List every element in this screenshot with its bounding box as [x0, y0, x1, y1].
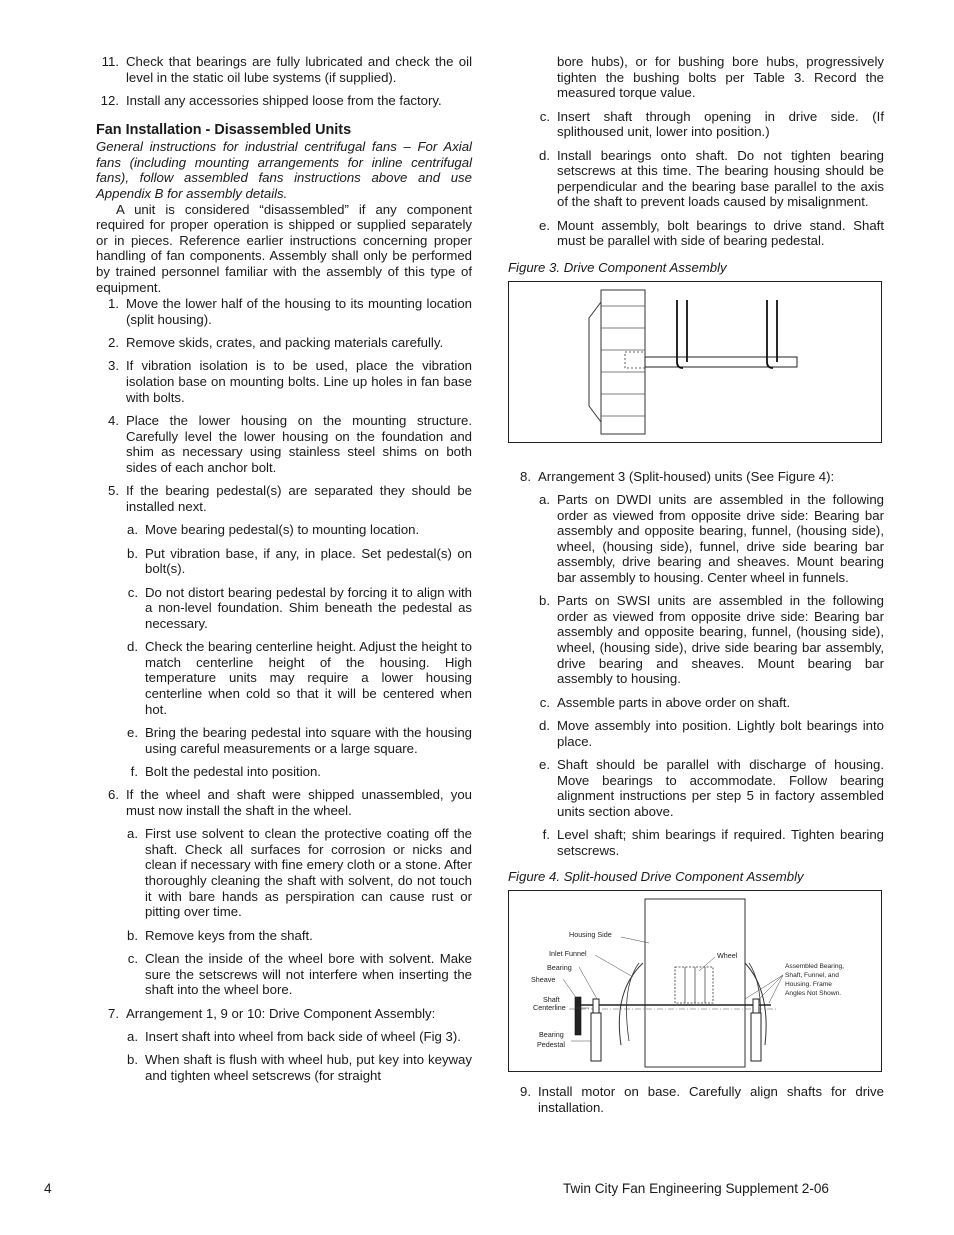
item-text: Remove skids, crates, and packing materials carefully.	[126, 335, 444, 351]
list-item	[96, 787, 472, 818]
list-item	[96, 54, 472, 85]
item-number: f.	[130, 763, 138, 779]
italic-note: General instructions for industrial centrifugal fans – For Axial fans (including mounting arrangements for inline centrifugal fans), follow assembled fans instructions above and use Appendix B for assembly details.	[96, 139, 472, 201]
item-number: 4.	[108, 413, 119, 429]
item-text: Arrangement 1, 9 or 10: Drive Component Assembly:	[126, 1005, 436, 1021]
bearing-right	[753, 999, 759, 1013]
item-text: If the wheel and shaft were shipped unassembled, you must now install the shaft in the wheel.	[126, 787, 472, 818]
item-text: Place the lower housing on the mounting structure. Carefully level the lower housing on the foundation and shim as necessary using stainless steel shims on both sides of each anchor bolt.	[126, 413, 472, 475]
item-text: Arrangement 3 (Split-housed) units (See Figure 4):	[538, 468, 835, 484]
publication-footer: Twin City Fan Engineering Supplement 2-06	[563, 1181, 829, 1196]
item-number: c.	[127, 584, 138, 600]
item-number: b.	[127, 1052, 138, 1068]
item-number: 5.	[108, 483, 119, 499]
item-number: b.	[539, 593, 550, 609]
item-number: b.	[127, 545, 138, 561]
wheel-outline	[589, 290, 645, 434]
item-text: Level shaft; shim bearings if required. Tighten bearing setscrews.	[557, 827, 884, 858]
item-number: 7.	[108, 1005, 119, 1021]
sub-list-item	[508, 593, 884, 687]
list-item	[96, 483, 472, 514]
sub-list-item	[96, 725, 472, 756]
left-column	[96, 54, 472, 1091]
sub-list-item	[508, 218, 884, 249]
bearing-pedestal-right	[751, 1013, 761, 1061]
sub-list-item	[508, 827, 884, 858]
figure-3-drive-component-assembly	[508, 281, 882, 443]
item-text: Install any accessories shipped loose from the factory.	[126, 92, 442, 108]
item-number: e.	[539, 757, 550, 772]
sub-list-item	[96, 928, 472, 944]
item-number: 2.	[108, 335, 119, 351]
label-wheel: Wheel	[717, 950, 738, 960]
sub-list-item	[96, 546, 472, 577]
list-item	[96, 413, 472, 475]
label-note-1: Assembled Bearing,	[785, 962, 845, 970]
label-note-4: Angles Not Shown.	[785, 989, 842, 997]
item-number: a.	[539, 491, 550, 507]
item-number: e.	[127, 724, 138, 740]
sub-list-item	[96, 522, 472, 538]
item-text: Mount assembly, bolt bearings to drive stand. Shaft must be parallel with side of bearing pedestal.	[557, 217, 884, 249]
figure-3-drawing	[509, 282, 881, 442]
item-number: a.	[127, 522, 138, 538]
item-text: Insert shaft through opening in drive side. (If splithoused unit, lower into position.)	[557, 108, 884, 140]
item-text: Assemble parts in above order on shaft.	[557, 694, 791, 710]
list-item	[96, 93, 472, 109]
section-heading: Fan Installation - Disassembled Units	[96, 121, 352, 138]
item-text: When shaft is flush with wheel hub, put key into keyway and tighten wheel setscrews (for straight	[145, 1052, 472, 1083]
label-inlet-funnel: Inlet Funnel	[549, 948, 587, 958]
sub-list-item	[508, 718, 884, 749]
item-number-spacer	[508, 54, 557, 101]
item-text: Bring the bearing pedestal into square with the housing using careful measurements or a large square.	[145, 724, 472, 756]
label-shaft: Shaft	[543, 994, 560, 1004]
figure-3-caption: Figure 3. Drive Component Assembly	[508, 259, 727, 275]
label-note-2: Shaft, Funnel, and	[785, 971, 839, 979]
sub-list-item	[96, 826, 472, 920]
sub-list-item	[508, 492, 884, 586]
item-number: 1.	[108, 296, 119, 312]
inlet-funnel-left	[619, 963, 643, 1045]
item-text: If vibration isolation is to be used, place the vibration isolation base on mounting bolts. Line up holes in fan base with bolts.	[126, 358, 472, 405]
item-text: Shaft should be parallel with discharge of housing. Move bearings to accommodate. Follow bearing alignment instructions per step 5 in factory assembled units section above.	[557, 757, 884, 819]
item-text: First use solvent to clean the protective coating off the shaft. Check all surfaces for corrosion or nicks and clean if necessary with fine emery cloth or a stone. After thoroughly cleaning the shaft with solvent, do not touch it with bare hands as perspiration can cause rust or pitting over time.	[145, 826, 472, 920]
item-number: 9.	[520, 1083, 531, 1099]
item-number: 11.	[101, 54, 119, 69]
item-number: e.	[539, 217, 550, 233]
item-text: Do not distort bearing pedestal by forcing it to align with a non-level foundation. Shim beneath the pedestal as necessary.	[145, 584, 472, 631]
item-number: 12.	[100, 92, 119, 108]
item-text: Check that bearings are fully lubricated and check the oil level in the static oil lube systems (if supplied).	[126, 54, 472, 85]
label-note-3: Housing. Frame	[785, 980, 832, 988]
intro-paragraph: A unit is considered “disassembled” if any component required for proper operation is shipped or supplied separately or in pieces. Reference earlier instructions concerning proper handling of fan components. Assembly shall only be performed by trained personnel familiar with the assembly of this type of equipment.	[96, 201, 472, 295]
item-number: f.	[542, 827, 550, 843]
item-number: c.	[539, 694, 550, 710]
sub-list-item	[508, 757, 884, 819]
item-number: 3.	[108, 358, 119, 374]
item-text: Clean the inside of the wheel bore with solvent. Make sure the setscrews will not interfere when inserting the shaft into the wheel bore.	[145, 951, 472, 998]
item-text: Parts on DWDI units are assembled in the following order as viewed from opposite drive side: Bearing bar assembly and opposite bearing, funnel, (housing side), wheel, (housing side), funnel, drive side bearing bar assembly, drive bearing and sheaves. Mount bearing bar assembly to housing. Center wheel in funnels.	[557, 491, 884, 585]
inlet-funnel-left-inner	[627, 963, 639, 1041]
sub-list-item	[96, 764, 472, 780]
label-housing-side: Housing Side	[569, 929, 612, 939]
sub-list-item	[96, 639, 472, 717]
item-text: Put vibration base, if any, in place. Set pedestal(s) on bolt(s).	[145, 545, 472, 577]
item-text: Check the bearing centerline height. Adjust the height to match centerline height of the housing. High temperature units may require a lower housing centerline when cold so that it will be centered when hot.	[145, 639, 472, 717]
sub-list-item	[508, 148, 884, 210]
figure-4-split-housed-assembly	[508, 890, 882, 1072]
item-number: c.	[539, 108, 550, 124]
item-number: 8.	[520, 468, 531, 484]
sub-list-item	[96, 1052, 472, 1083]
item-text: Install motor on base. Carefully align shafts for drive installation.	[538, 1083, 884, 1115]
item-number: d.	[539, 147, 550, 163]
list-item	[96, 358, 472, 405]
label-bearing-pedestal-1: Bearing	[539, 1029, 564, 1039]
item-text: Remove keys from the shaft.	[145, 927, 313, 943]
label-centerline: Centerline	[533, 1002, 566, 1012]
label-bearing-pedestal-2: Pedestal	[537, 1039, 565, 1049]
item-number: d.	[127, 639, 138, 655]
item-number: b.	[127, 927, 138, 943]
figure-4-caption: Figure 4. Split-housed Drive Component Assembly	[508, 869, 804, 885]
right-column	[508, 54, 884, 1123]
item-text: Insert shaft into wheel from back side of wheel (Fig 3).	[145, 1029, 461, 1045]
bearing-pedestal-left	[591, 1013, 601, 1061]
sub-list-item	[96, 1029, 472, 1045]
label-sheave: Sheave	[531, 974, 556, 984]
sheave	[575, 997, 581, 1035]
sub-list-item	[96, 951, 472, 998]
item-text: Move bearing pedestal(s) to mounting location.	[145, 522, 420, 538]
list-item	[508, 1084, 884, 1115]
item-number: d.	[539, 718, 550, 734]
page-number: 4	[44, 1181, 52, 1196]
sub-list-item	[96, 585, 472, 632]
item-number: a.	[127, 826, 138, 842]
label-bearing: Bearing	[547, 962, 572, 972]
item-text: Parts on SWSI units are assembled in the following order as viewed from opposite drive side: Bearing bar assembly and opposite bearing, funnel, (housing side), wheel, (housing side), drive side bearing bar assembly, drive bearing and sheaves. Mount bearing bar assembly to housing.	[557, 593, 884, 687]
item-number: c.	[127, 951, 138, 967]
item-text: If the bearing pedestal(s) are separated they should be installed next.	[126, 483, 472, 514]
item-text: Move assembly into position. Lightly bolt bearings into place.	[557, 718, 884, 749]
item-text: Install bearings onto shaft. Do not tighten bearing setscrews at this time. The bearing housing should be perpendicular and the bearing base parallel to the axis of the shaft to prevent loads caused by misalignment.	[557, 147, 884, 210]
item-text: bore hubs), or for bushing bore hubs, progressively tighten the bushing bolts per Table 3. Record the measured torque value.	[557, 54, 884, 101]
sub-list-item	[508, 695, 884, 711]
list-item	[96, 335, 472, 351]
bearing-left	[593, 999, 599, 1013]
continued-text	[508, 54, 884, 101]
list-item	[96, 296, 472, 327]
item-text: Move the lower half of the housing to its mounting location (split housing).	[126, 296, 472, 327]
item-text: Bolt the pedestal into position.	[145, 763, 321, 779]
list-item	[508, 469, 884, 485]
item-number: a.	[127, 1029, 138, 1045]
list-item	[96, 1006, 472, 1022]
item-number: 6.	[108, 787, 119, 803]
figure-4-drawing	[509, 891, 881, 1071]
sub-list-item	[508, 109, 884, 140]
shaft	[645, 357, 797, 367]
